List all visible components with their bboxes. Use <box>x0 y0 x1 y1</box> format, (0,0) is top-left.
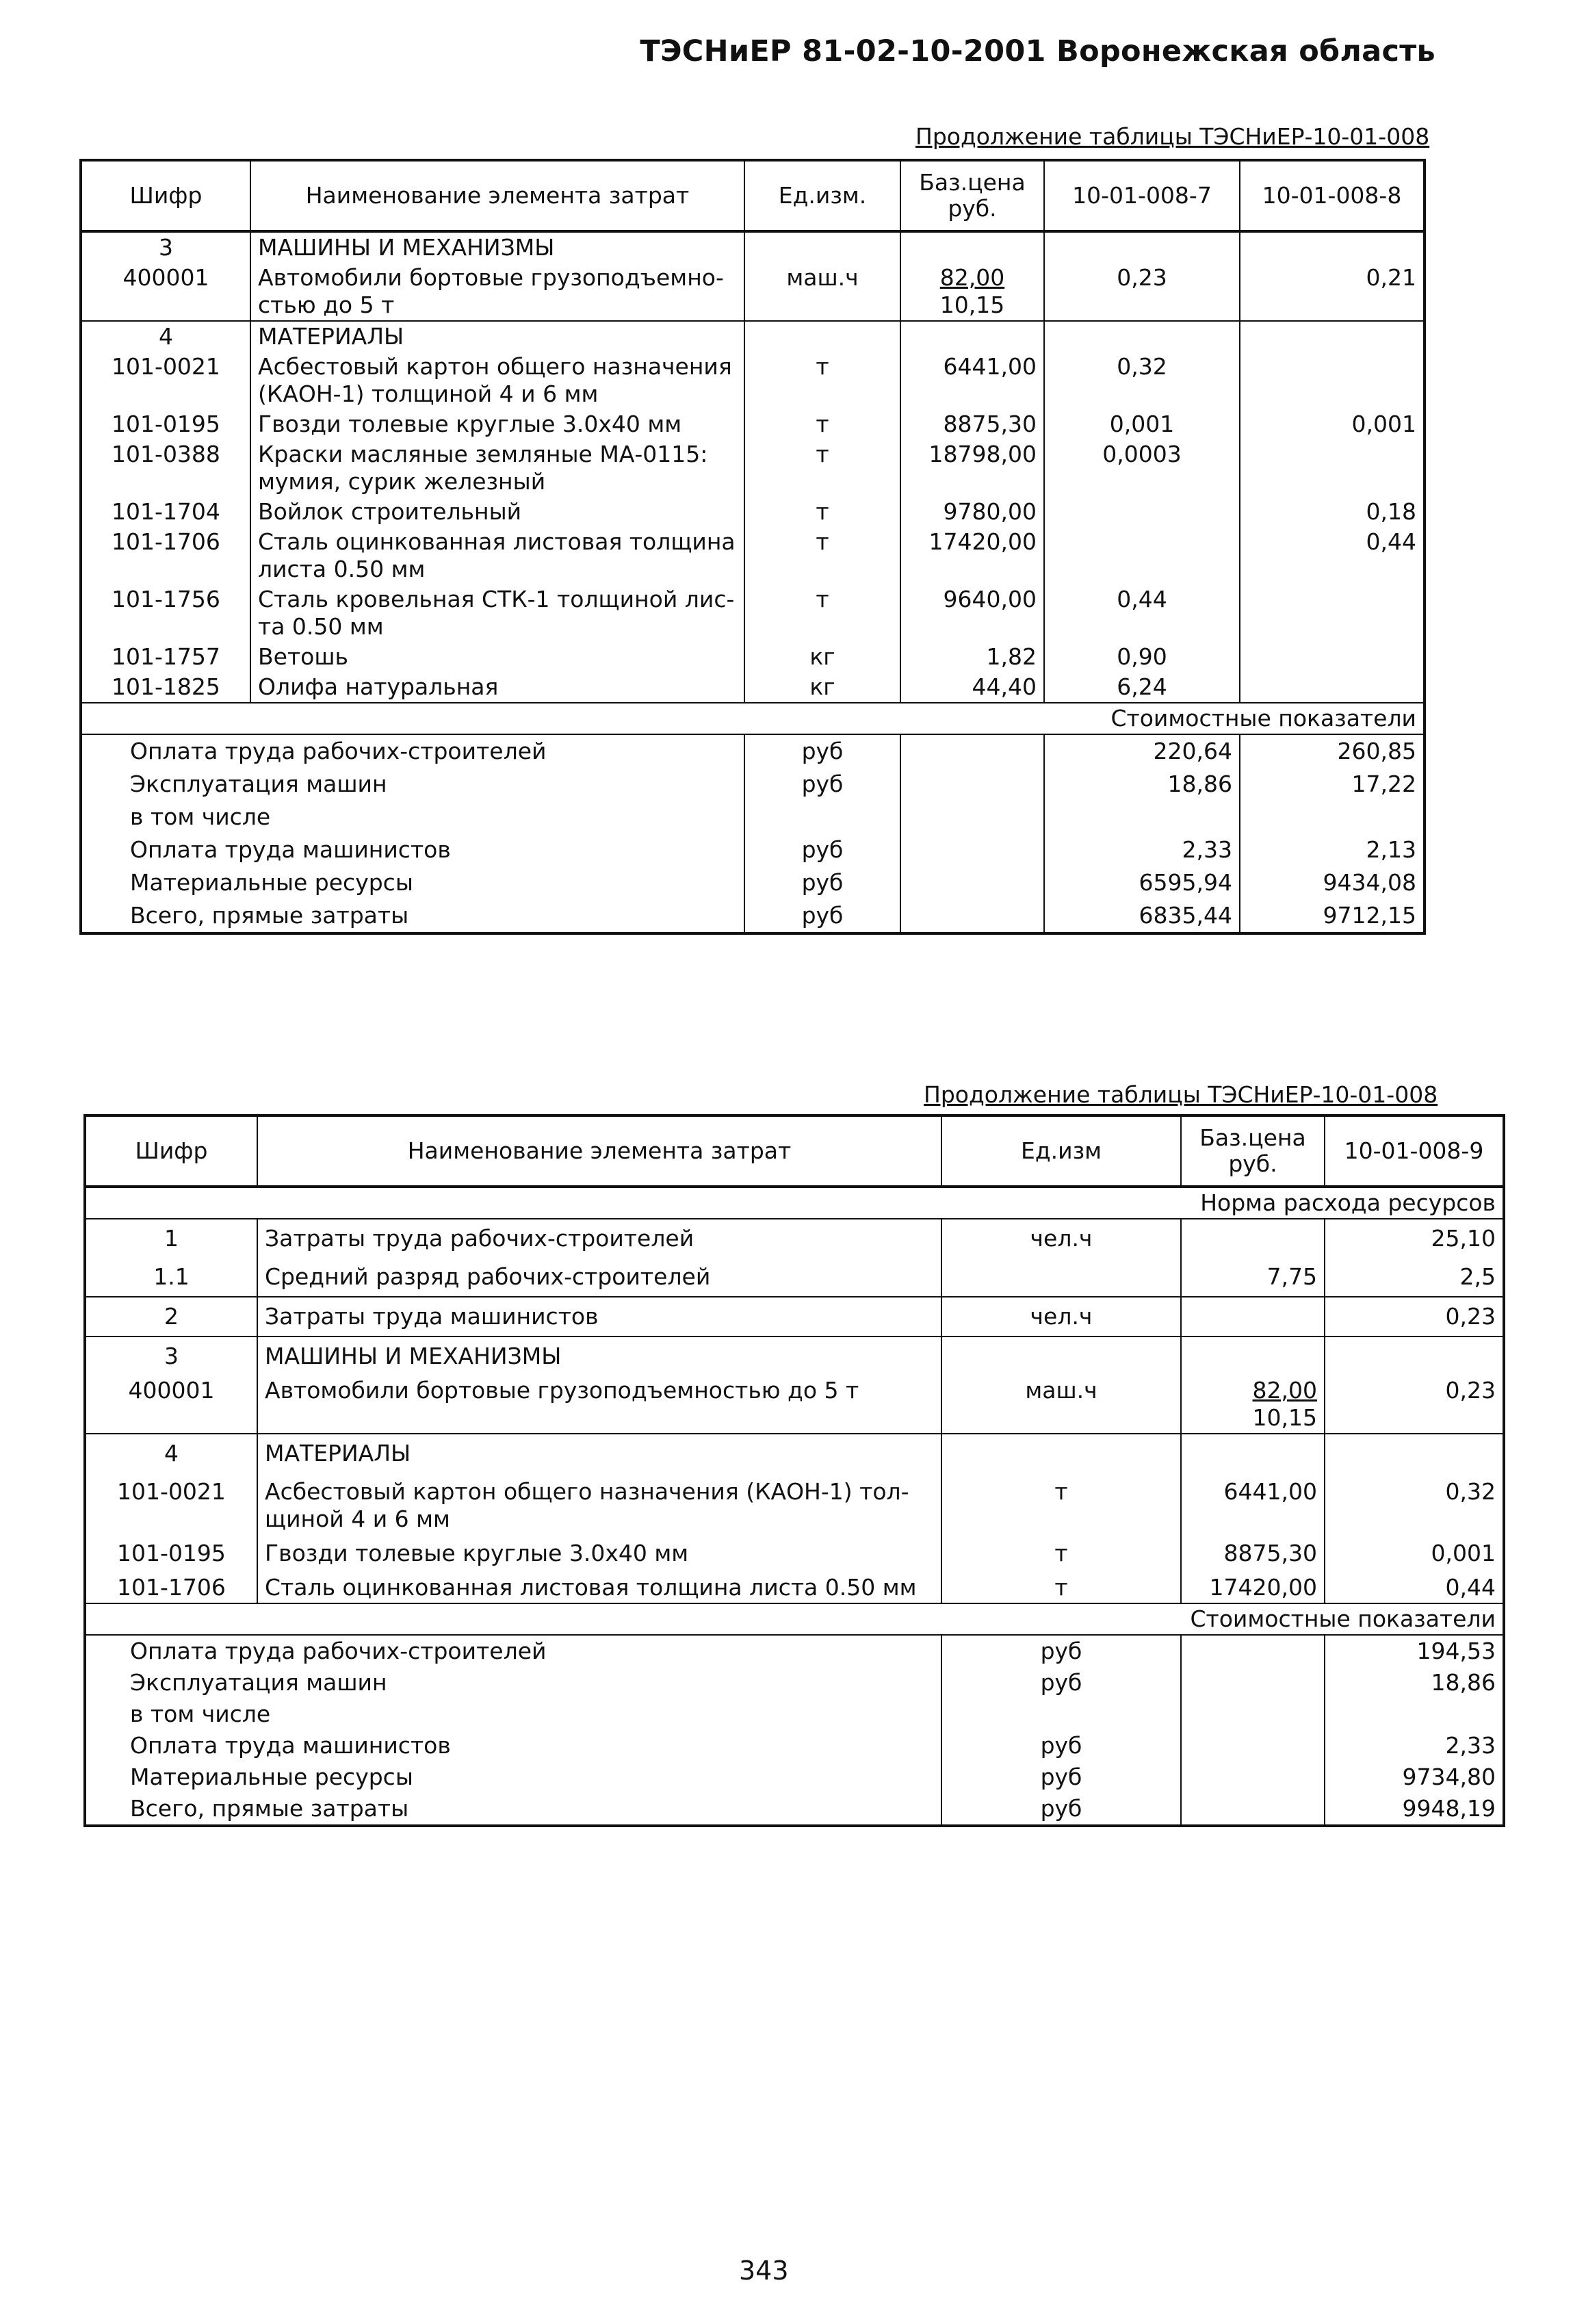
row-unit <box>941 1258 1181 1297</box>
row-unit: т <box>941 1473 1181 1534</box>
norm-title: Норма расхода ресурсов <box>1200 1189 1496 1216</box>
row-code: 101-0388 <box>112 441 220 467</box>
row-price <box>1181 1376 1325 1434</box>
row-unit: т <box>941 1534 1181 1568</box>
row-code: 101-1757 <box>112 643 220 670</box>
section-row-machines <box>81 231 1425 263</box>
row-name: Автомобили бортовые грузоподъемностью до 5 т <box>257 1376 941 1434</box>
empty-cell <box>1181 1730 1325 1761</box>
table2-header-price: Баз.цена руб. <box>1181 1115 1325 1187</box>
row-value-1: 0,44 <box>1044 584 1240 642</box>
empty-cell <box>941 1434 1181 1473</box>
cost-value-2: 9712,15 <box>1240 899 1425 933</box>
cost-name: Всего, прямые затраты <box>130 1795 409 1822</box>
row-code: 101-1756 <box>112 586 220 612</box>
row-code: 101-1704 <box>112 498 220 525</box>
price-top: 82,00 <box>939 264 1005 291</box>
empty-cell <box>1325 1434 1504 1473</box>
row-unit: маш.ч <box>941 1376 1181 1434</box>
cost-value-2: 2,13 <box>1240 834 1425 866</box>
row-value-2: 0,44 <box>1240 527 1425 584</box>
cost-row <box>81 866 1425 899</box>
row-value-1: 0,0003 <box>1044 439 1240 497</box>
row-price: 44,40 <box>900 672 1044 703</box>
row-value-1: 0,90 <box>1044 642 1240 672</box>
row-price: 18798,00 <box>900 439 1044 497</box>
table-row <box>85 1473 1504 1534</box>
empty-cell <box>1181 1667 1325 1699</box>
section-row-materials <box>85 1434 1504 1473</box>
cost-unit: руб <box>744 834 900 866</box>
row-name: Сталь оцинкованная листовая толщина листа 0.50 мм <box>250 527 744 584</box>
page-header-title: ТЭСНиЕР 81-02-10-2001 Воронежская область <box>640 34 1435 68</box>
cost-name: Оплата труда машинистов <box>130 1732 451 1759</box>
row-name: Ветошь <box>250 642 744 672</box>
row-name: Войлок строительный <box>250 497 744 527</box>
resource-table-2 <box>83 1114 1505 1827</box>
section-title: МАШИНЫ И МЕХАНИЗМЫ <box>257 1337 941 1376</box>
row-value-2 <box>1240 584 1425 642</box>
table2-header-code: Шифр <box>85 1115 257 1187</box>
page-number: 343 <box>739 2256 789 2286</box>
row-unit: т <box>744 584 900 642</box>
table-row <box>81 527 1425 584</box>
cost-value-2 <box>1240 801 1425 834</box>
table1-header-row <box>81 160 1425 231</box>
row-value-1: 0,32 <box>1044 352 1240 409</box>
row-price: 17420,00 <box>1181 1568 1325 1603</box>
row-value-1: 25,10 <box>1325 1219 1504 1258</box>
row-unit: т <box>744 352 900 409</box>
row-value-2 <box>1240 352 1425 409</box>
row-name: Сталь оцинкованная листовая толщина листа 0.50 мм <box>257 1568 941 1603</box>
cost-row <box>81 734 1425 768</box>
cost-name: Материальные ресурсы <box>130 869 413 896</box>
row-value-1: 0,23 <box>1325 1376 1504 1434</box>
row-price <box>1181 1297 1325 1337</box>
row-value-2: 0,18 <box>1240 497 1425 527</box>
empty-cell <box>900 866 1044 899</box>
empty-cell <box>1181 1434 1325 1473</box>
row-name: Сталь кровельная СТК-1 толщиной лис-та 0.50 мм <box>250 584 744 642</box>
cost-value-1: 6595,94 <box>1044 866 1240 899</box>
cost-unit: руб <box>941 1730 1181 1761</box>
empty-cell <box>900 231 1044 263</box>
table-row <box>81 439 1425 497</box>
table2-header-unit: Ед.изм <box>941 1115 1181 1187</box>
row-value-1: 0,001 <box>1044 409 1240 439</box>
table1-caption-text: Продолжение таблицы ТЭСНиЕР-10-01-008 <box>915 123 1430 150</box>
row-name: Гвозди толевые круглые 3.0х40 мм <box>250 409 744 439</box>
norm-title-row <box>85 1187 1504 1219</box>
row-unit: чел.ч <box>941 1297 1181 1337</box>
price-top: 82,00 <box>1252 1377 1317 1404</box>
cost-value-1 <box>1325 1699 1504 1730</box>
empty-cell <box>1181 1761 1325 1793</box>
empty-cell <box>900 768 1044 801</box>
price-bottom: 10,15 <box>939 292 1005 318</box>
cost-row <box>81 899 1425 933</box>
cost-value-1: 18,86 <box>1044 768 1240 801</box>
section-row-materials <box>81 321 1425 352</box>
cost-unit: руб <box>744 899 900 933</box>
cost-value-1: 194,53 <box>1325 1635 1504 1667</box>
cost-value-1: 18,86 <box>1325 1667 1504 1699</box>
cost-name: Эксплуатация машин <box>130 771 387 797</box>
empty-cell <box>900 899 1044 933</box>
empty-cell <box>900 801 1044 834</box>
row-value-1 <box>1044 497 1240 527</box>
cost-unit: руб <box>941 1761 1181 1793</box>
row-name: Средний разряд рабочих-строителей <box>257 1258 941 1297</box>
cost-value-1: 9734,80 <box>1325 1761 1504 1793</box>
empty-cell <box>900 734 1044 768</box>
cost-row <box>81 801 1425 834</box>
cost-name: Материальные ресурсы <box>130 1764 413 1790</box>
table-row <box>81 672 1425 703</box>
cost-row <box>85 1635 1504 1667</box>
row-code: 101-0021 <box>112 353 220 380</box>
cost-unit: руб <box>744 768 900 801</box>
row-price: 8875,30 <box>900 409 1044 439</box>
row-value-2 <box>1240 642 1425 672</box>
cost-value-1: 220,64 <box>1044 734 1240 768</box>
row-price <box>1181 1219 1325 1258</box>
row-value-1: 0,23 <box>1325 1297 1504 1337</box>
row-code: 400001 <box>128 1377 215 1404</box>
cost-row <box>81 834 1425 866</box>
cost-row <box>85 1730 1504 1761</box>
table-row <box>81 409 1425 439</box>
table-row <box>81 352 1425 409</box>
table1-header-price: Баз.цена руб. <box>900 160 1044 231</box>
cost-name: Оплата труда рабочих-строителей <box>81 734 744 768</box>
row-name: Затраты труда машинистов <box>257 1297 941 1337</box>
row-value-2 <box>1240 672 1425 703</box>
row-code: 101-0195 <box>112 411 220 437</box>
cost-row <box>85 1793 1504 1826</box>
row-name: Асбестовый картон общего назначения (КАОН-1) толщиной 4 и 6 мм <box>250 352 744 409</box>
cost-value-1: 6835,44 <box>1044 899 1240 933</box>
empty-cell <box>941 1337 1181 1376</box>
row-unit: т <box>744 527 900 584</box>
table-row <box>85 1568 1504 1603</box>
cost-unit: руб <box>941 1635 1181 1667</box>
cost-name: Оплата труда машинистов <box>130 836 451 863</box>
cost-value-1: 2,33 <box>1325 1730 1504 1761</box>
cost-unit <box>941 1699 1181 1730</box>
cost-row <box>85 1667 1504 1699</box>
table-row <box>85 1534 1504 1568</box>
empty-cell <box>1240 321 1425 352</box>
cost-name: Эксплуатация машин <box>130 1669 387 1696</box>
cost-row <box>81 768 1425 801</box>
section-code: 4 <box>81 321 250 352</box>
row-price: 8875,30 <box>1181 1534 1325 1568</box>
row-value-1: 2,5 <box>1325 1258 1504 1297</box>
table1-header-col2: 10-01-008-8 <box>1240 160 1425 231</box>
row-unit: маш.ч <box>744 263 900 321</box>
row-name: Краски масляные земляные МА-0115: мумия, сурик железный <box>250 439 744 497</box>
row-price <box>900 263 1044 321</box>
machine-row <box>81 263 1425 321</box>
empty-cell <box>1181 1635 1325 1667</box>
row-code: 1.1 <box>153 1263 190 1290</box>
row-code: 101-1706 <box>117 1574 226 1601</box>
cost-unit: руб <box>941 1793 1181 1826</box>
row-name: Затраты труда рабочих-строителей <box>257 1219 941 1258</box>
labor-row <box>85 1258 1504 1297</box>
table1-caption <box>915 123 1429 150</box>
cost-name: Всего, прямые затраты <box>130 902 409 929</box>
row-value-1: 0,23 <box>1044 263 1240 321</box>
empty-cell <box>744 231 900 263</box>
cost-title: Стоимостные показатели <box>85 1603 1504 1635</box>
row-price: 9780,00 <box>900 497 1044 527</box>
machine-row <box>85 1376 1504 1434</box>
resource-table-1 <box>79 159 1426 935</box>
table-row <box>81 497 1425 527</box>
row-unit: т <box>744 497 900 527</box>
labor-row <box>85 1297 1504 1337</box>
empty-cell <box>1181 1793 1325 1826</box>
price-bottom: 10,15 <box>1252 1404 1317 1431</box>
row-unit: чел.ч <box>941 1219 1181 1258</box>
labor-row <box>85 1219 1504 1258</box>
section-code: 4 <box>85 1434 257 1473</box>
cost-unit: руб <box>744 734 900 768</box>
row-name: Асбестовый картон общего назначения (КАОН-1) тол-щиной 4 и 6 мм <box>257 1473 941 1534</box>
table-row <box>81 642 1425 672</box>
cost-value-2: 260,85 <box>1240 734 1425 768</box>
row-code: 101-1706 <box>112 528 220 555</box>
row-code: 2 <box>85 1297 257 1337</box>
table1-header-unit: Ед.изм. <box>744 160 900 231</box>
row-code: 101-0195 <box>117 1540 226 1566</box>
row-unit: т <box>941 1568 1181 1603</box>
cost-name: Оплата труда рабочих-строителей <box>85 1635 941 1667</box>
row-code: 101-1825 <box>112 673 220 700</box>
cost-value-1: 9948,19 <box>1325 1793 1504 1826</box>
empty-cell <box>1044 231 1240 263</box>
section-code: 3 <box>159 234 173 261</box>
table2-caption <box>924 1081 1438 1108</box>
cost-row <box>85 1761 1504 1793</box>
empty-cell <box>1181 1337 1325 1376</box>
row-value-1: 0,44 <box>1325 1568 1504 1603</box>
row-unit: кг <box>744 672 900 703</box>
table1-header-code: Шифр <box>81 160 250 231</box>
cost-unit: руб <box>744 866 900 899</box>
table2-caption-text: Продолжение таблицы ТЭСНиЕР-10-01-008 <box>924 1081 1438 1108</box>
row-name: Автомобили бортовые грузоподъемно-стью до 5 т <box>250 263 744 321</box>
empty-cell <box>1325 1337 1504 1376</box>
cost-value-2: 17,22 <box>1240 768 1425 801</box>
empty-cell <box>900 834 1044 866</box>
section-code: 3 <box>85 1337 257 1376</box>
table2-header-name: Наименование элемента затрат <box>257 1115 941 1187</box>
cost-title: Стоимостные показатели <box>81 703 1425 734</box>
cost-name: в том числе <box>130 803 271 830</box>
row-code: 400001 <box>122 264 209 291</box>
cost-value-2: 9434,08 <box>1240 866 1425 899</box>
row-code: 1 <box>85 1219 257 1258</box>
cost-row <box>85 1699 1504 1730</box>
row-value-1: 0,32 <box>1325 1473 1504 1534</box>
row-unit: т <box>744 409 900 439</box>
empty-cell <box>1181 1699 1325 1730</box>
row-price: 6441,00 <box>1181 1473 1325 1534</box>
table1-header-name: Наименование элемента затрат <box>250 160 744 231</box>
table2-header-col1: 10-01-008-9 <box>1325 1115 1504 1187</box>
empty-cell <box>1240 231 1425 263</box>
row-price: 1,82 <box>900 642 1044 672</box>
cost-title-row <box>85 1603 1504 1635</box>
row-unit: кг <box>744 642 900 672</box>
row-price: 9640,00 <box>900 584 1044 642</box>
row-value-2: 0,001 <box>1240 409 1425 439</box>
table2-header-row <box>85 1115 1504 1187</box>
row-value-1 <box>1044 527 1240 584</box>
empty-cell <box>900 321 1044 352</box>
section-row-machines <box>85 1337 1504 1376</box>
table1-header-col1: 10-01-008-7 <box>1044 160 1240 231</box>
row-value-2 <box>1240 439 1425 497</box>
empty-cell <box>744 321 900 352</box>
section-title: МАТЕРИАЛЫ <box>257 1434 941 1473</box>
cost-unit <box>744 801 900 834</box>
cost-name: в том числе <box>130 1701 271 1727</box>
row-name: Олифа натуральная <box>250 672 744 703</box>
row-code: 101-0021 <box>117 1478 226 1505</box>
cost-value-1: 2,33 <box>1044 834 1240 866</box>
row-name: Гвозди толевые круглые 3.0х40 мм <box>257 1534 941 1568</box>
empty-cell <box>1044 321 1240 352</box>
cost-value-1 <box>1044 801 1240 834</box>
row-value-1: 0,001 <box>1325 1534 1504 1568</box>
row-value-2: 0,21 <box>1240 263 1425 321</box>
row-price: 6441,00 <box>900 352 1044 409</box>
cost-title-row <box>81 703 1425 734</box>
row-price: 7,75 <box>1181 1258 1325 1297</box>
cost-unit: руб <box>941 1667 1181 1699</box>
section-title: МАТЕРИАЛЫ <box>250 321 744 352</box>
row-value-1: 6,24 <box>1044 672 1240 703</box>
section-title: МАШИНЫ И МЕХАНИЗМЫ <box>250 231 744 263</box>
table-row <box>81 584 1425 642</box>
row-unit: т <box>744 439 900 497</box>
row-price: 17420,00 <box>900 527 1044 584</box>
